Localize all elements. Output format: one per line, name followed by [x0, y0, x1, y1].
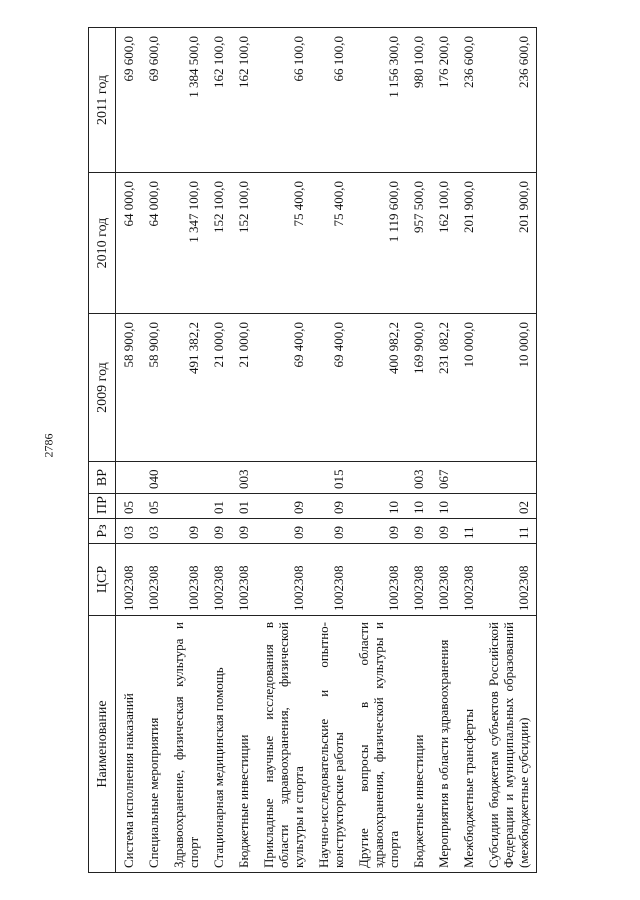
row-pr: 10 [406, 494, 431, 519]
row-name: Бюджетные инвестиции [406, 616, 431, 873]
row-2011: 66 100,0 [311, 28, 351, 173]
row-name: Специальные мероприятия [141, 616, 166, 873]
row-2009: 69 400,0 [256, 314, 311, 462]
row-name: Мероприятия в области здравоохранения [431, 616, 456, 873]
row-vr: 040 [141, 462, 166, 494]
row-csr: 1002308 [166, 544, 206, 616]
row-2010: 152 100,0 [231, 173, 256, 314]
row-vr: 003 [406, 462, 431, 494]
table-row [256, 28, 311, 873]
row-pr: 10 [351, 494, 406, 519]
row-name: Здравоохранение, физическая культура и спорт [166, 616, 206, 873]
row-csr: 1002308 [406, 544, 431, 616]
row-2010: 75 400,0 [256, 173, 311, 314]
budget-table [88, 27, 537, 873]
row-vr [116, 462, 142, 494]
row-vr: 015 [311, 462, 351, 494]
table-row [456, 28, 481, 873]
row-rz: 09 [351, 519, 406, 544]
header-pr: ПР [89, 494, 116, 519]
table-row [116, 28, 142, 873]
row-2011: 980 100,0 [406, 28, 431, 173]
rotated-budget-table-sheet [88, 28, 558, 873]
row-rz: 03 [116, 519, 142, 544]
row-name: Стационарная медицинская помощь [206, 616, 231, 873]
row-csr: 1002308 [481, 544, 537, 616]
row-2009: 169 900,0 [406, 314, 431, 462]
table-row [231, 28, 256, 873]
row-2010: 1 347 100,0 [166, 173, 206, 314]
row-2010: 152 100,0 [206, 173, 231, 314]
row-pr [166, 494, 206, 519]
row-pr: 09 [256, 494, 311, 519]
row-csr: 1002308 [311, 544, 351, 616]
row-pr [456, 494, 481, 519]
row-rz: 11 [481, 519, 537, 544]
table-row [481, 28, 537, 873]
row-2009: 10 000,0 [456, 314, 481, 462]
row-pr: 01 [231, 494, 256, 519]
row-rz: 11 [456, 519, 481, 544]
row-name: Научно-исследовательские и опытно-конструкторские работы [311, 616, 351, 873]
header-2010: 2010 год [89, 173, 116, 314]
row-rz: 09 [256, 519, 311, 544]
row-2009: 21 000,0 [206, 314, 231, 462]
row-csr: 1002308 [206, 544, 231, 616]
row-rz: 09 [206, 519, 231, 544]
row-vr: 067 [431, 462, 456, 494]
row-csr: 1002308 [351, 544, 406, 616]
row-rz: 09 [406, 519, 431, 544]
row-2009: 231 082,2 [431, 314, 456, 462]
row-vr [456, 462, 481, 494]
row-pr: 05 [116, 494, 142, 519]
header-vr: ВР [89, 462, 116, 494]
row-pr: 01 [206, 494, 231, 519]
table-header-row [89, 28, 116, 873]
row-2010: 201 900,0 [456, 173, 481, 314]
row-rz: 09 [166, 519, 206, 544]
row-2011: 162 100,0 [206, 28, 231, 173]
row-csr: 1002308 [431, 544, 456, 616]
table-row [431, 28, 456, 873]
header-2009: 2009 год [89, 314, 116, 462]
row-rz: 03 [141, 519, 166, 544]
table-row [311, 28, 351, 873]
row-csr: 1002308 [141, 544, 166, 616]
row-pr: 02 [481, 494, 537, 519]
row-vr [256, 462, 311, 494]
row-pr: 10 [431, 494, 456, 519]
row-name: Субсидии бюджетам субъектов Российской Федерации и муниципальных образований (межбюджетные субсидии) [481, 616, 537, 873]
row-rz: 09 [311, 519, 351, 544]
row-csr: 1002308 [116, 544, 142, 616]
row-2009: 491 382,2 [166, 314, 206, 462]
row-2011: 236 600,0 [481, 28, 537, 173]
row-2010: 201 900,0 [481, 173, 537, 314]
row-2011: 176 200,0 [431, 28, 456, 173]
table-row [141, 28, 166, 873]
row-vr [481, 462, 537, 494]
page-number: 2786 [41, 433, 56, 458]
table-row [351, 28, 406, 873]
row-pr: 05 [141, 494, 166, 519]
row-vr: 003 [231, 462, 256, 494]
row-name: Бюджетные инвестиции [231, 616, 256, 873]
header-name: Наименование [89, 616, 116, 873]
header-rz: Рз [89, 519, 116, 544]
row-2009: 58 900,0 [116, 314, 142, 462]
row-2010: 162 100,0 [431, 173, 456, 314]
row-2009: 69 400,0 [311, 314, 351, 462]
row-name: Система исполнения наказаний [116, 616, 142, 873]
row-2010: 1 119 600,0 [351, 173, 406, 314]
row-2011: 1 384 500,0 [166, 28, 206, 173]
row-2011: 69 600,0 [116, 28, 142, 173]
row-rz: 09 [431, 519, 456, 544]
row-vr [166, 462, 206, 494]
row-2009: 10 000,0 [481, 314, 537, 462]
table-row [166, 28, 206, 873]
table-row [406, 28, 431, 873]
row-2011: 162 100,0 [231, 28, 256, 173]
row-csr: 1002308 [231, 544, 256, 616]
row-2011: 236 600,0 [456, 28, 481, 173]
row-2010: 64 000,0 [141, 173, 166, 314]
row-2010: 64 000,0 [116, 173, 142, 314]
row-pr: 09 [311, 494, 351, 519]
row-2010: 957 500,0 [406, 173, 431, 314]
row-name: Другие вопросы в области здравоохранения, физической культуры и спорта [351, 616, 406, 873]
row-2010: 75 400,0 [311, 173, 351, 314]
table-row [206, 28, 231, 873]
row-2009: 58 900,0 [141, 314, 166, 462]
row-2009: 21 000,0 [231, 314, 256, 462]
row-name: Прикладные научные исследования в области здравоохранения, физической культуры и спорта [256, 616, 311, 873]
row-vr [351, 462, 406, 494]
row-2011: 69 600,0 [141, 28, 166, 173]
row-rz: 09 [231, 519, 256, 544]
header-csr: ЦСР [89, 544, 116, 616]
row-2011: 1 156 300,0 [351, 28, 406, 173]
row-2011: 66 100,0 [256, 28, 311, 173]
row-vr [206, 462, 231, 494]
row-csr: 1002308 [456, 544, 481, 616]
row-2009: 400 982,2 [351, 314, 406, 462]
header-2011: 2011 год [89, 28, 116, 173]
row-csr: 1002308 [256, 544, 311, 616]
row-name: Межбюджетные трансферты [456, 616, 481, 873]
